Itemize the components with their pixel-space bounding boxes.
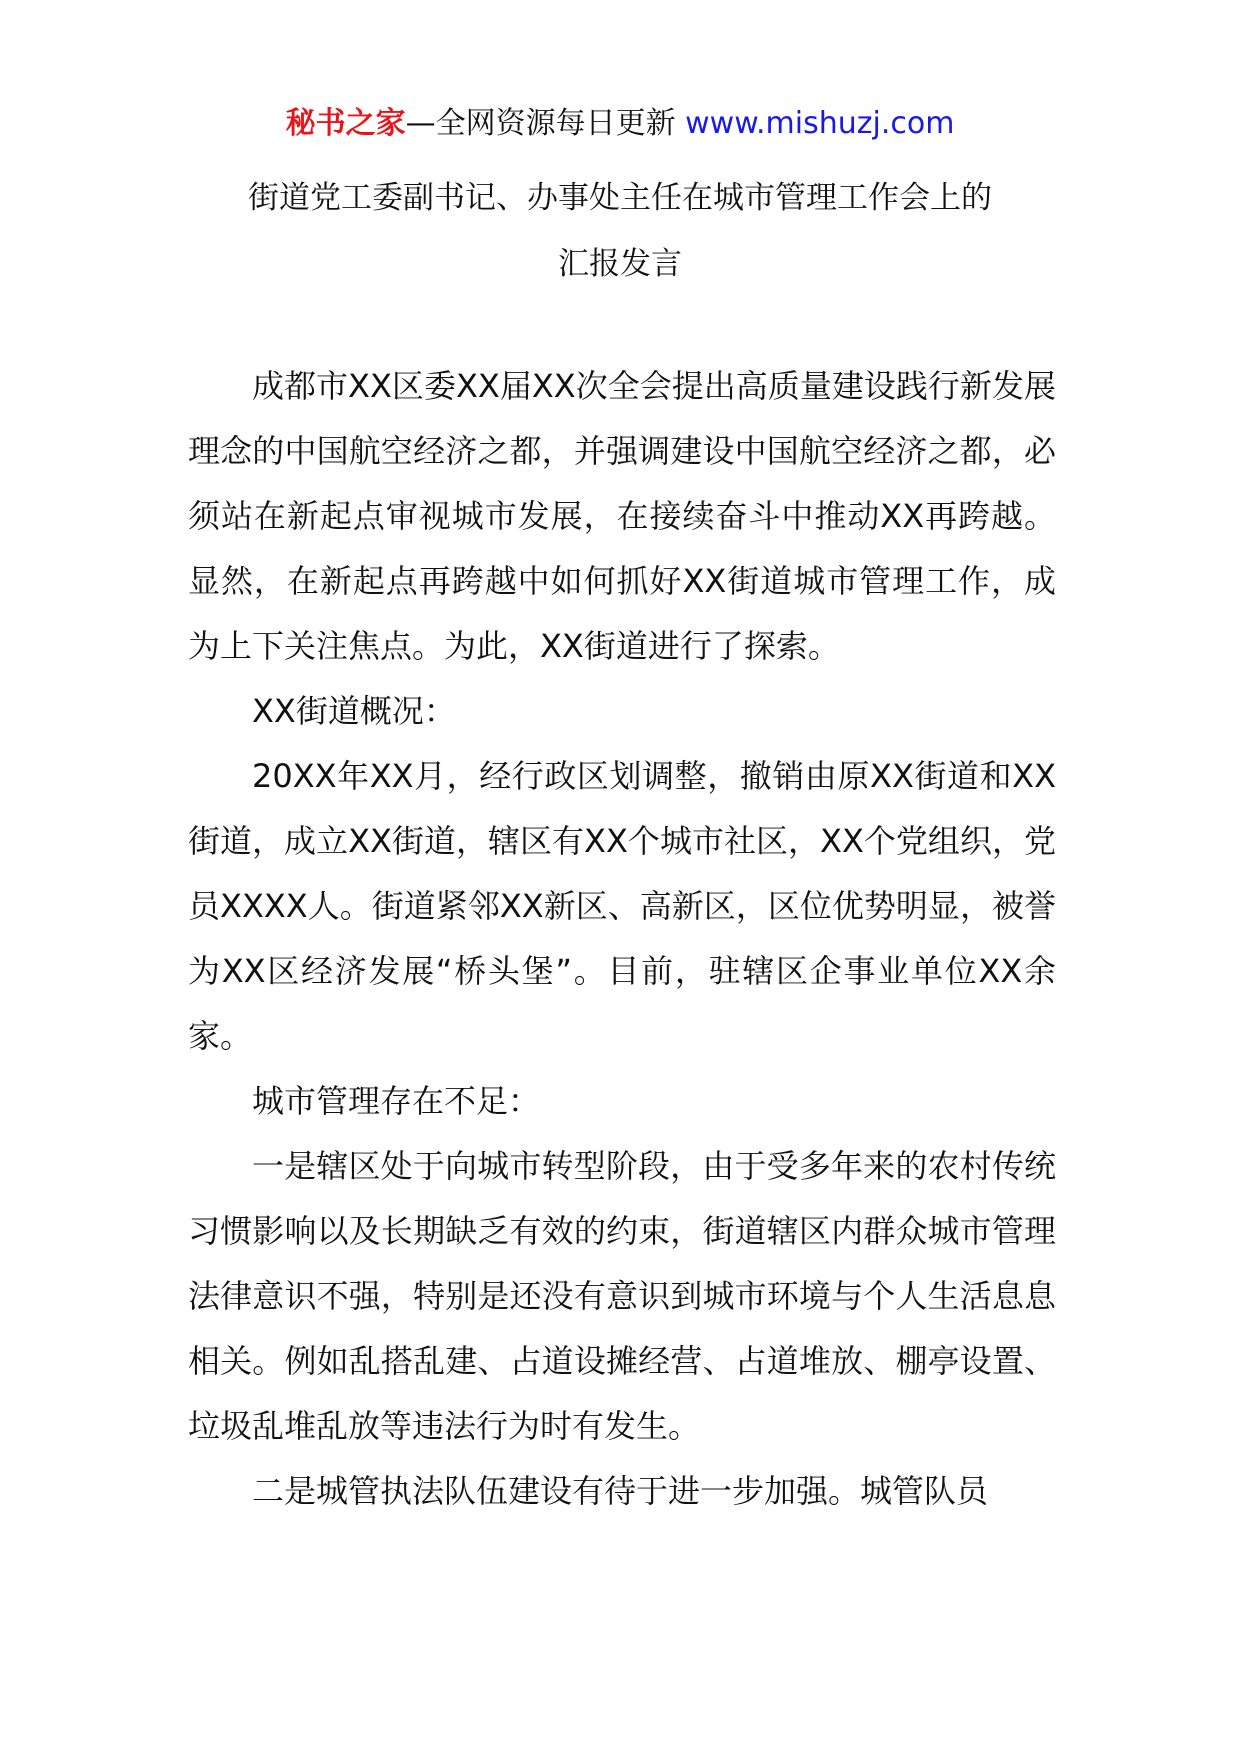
site-url-link[interactable]: www.mishuzj.com bbox=[685, 106, 955, 141]
section-heading-overview: XX街道概况： bbox=[252, 692, 456, 730]
paragraph-point-one: 一是辖区处于向城市转型阶段，由于受多年来的农村传统习惯影响以及长期缺乏有效的约束，街道辖区内群众城市管理法律意识不强，特别是还没有意识到城市环境与个人生活息息相关。例如乱搭乱建、占道设摊经营、占道堆放、棚亭设置、垃圾乱堆乱放等违法行为时有发生。 bbox=[188, 1147, 1056, 1445]
paragraph-overview: 20XX年XX月，经行政区划调整，撤销由原XX街道和XX街道，成立XX街道，辖区有XX个城市社区，XX个党组织，党员XXXX人。街道紧邻XX新区、高新区，区位优势明显，被誉为XX区经济发展“桥头堡”。目前，驻辖区企事业单位XX余家。 bbox=[188, 757, 1056, 1055]
paragraph-intro: 成都市XX区委XX届XX次全会提出高质量建设践行新发展理念的中国航空经济之都，并强调建设中国航空经济之都，必须站在新起点审视城市发展，在接续奋斗中推动XX再跨越。显然，在新起点再跨越中如何抓好XX街道城市管理工作，成为上下关注焦点。为此，XX街道进行了探索。 bbox=[188, 367, 1056, 665]
title-line-1: 街道党工委副书记、办事处主任在城市管理工作会上的 bbox=[248, 180, 992, 216]
header-tagline: —全网资源每日更新 bbox=[405, 106, 686, 141]
brand-name[interactable]: 秘书之家 bbox=[285, 106, 406, 141]
paragraph-point-two: 二是城管执法队伍建设有待于进一步加强。城管队员 bbox=[252, 1472, 989, 1510]
title-line-2: 汇报发言 bbox=[558, 246, 682, 282]
section-heading-shortcomings: 城市管理存在不足： bbox=[252, 1082, 541, 1120]
document-title bbox=[0, 165, 1240, 297]
site-header bbox=[0, 100, 1240, 148]
document-body bbox=[188, 354, 1056, 1524]
